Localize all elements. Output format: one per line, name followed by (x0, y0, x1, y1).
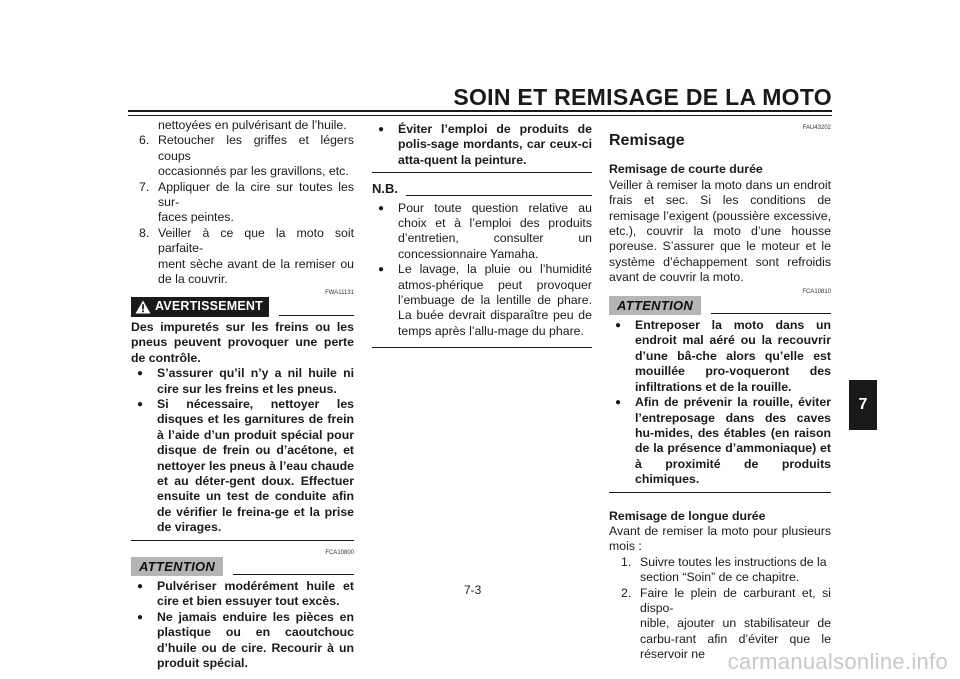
attention-header (131, 557, 354, 576)
list-item (372, 122, 592, 168)
warning-end-rule (131, 540, 354, 541)
step-continuation: nettoyées en pulvérisant de l’huile. (158, 118, 347, 132)
column-middle (372, 118, 592, 348)
list-item (131, 226, 354, 257)
subsection-text: Avant de remiser la moto pour plusieurs mois : (609, 523, 831, 554)
list-item (131, 397, 354, 536)
step-number: 6. (139, 133, 150, 148)
section-code: FAU43202 (802, 125, 831, 131)
list-item (131, 579, 354, 610)
attention-end-rule (372, 172, 592, 173)
list-item (609, 586, 831, 617)
step-text-continued: occasionnés par les gravillons, etc. (158, 164, 349, 179)
list-item (372, 262, 592, 339)
step-number: 8. (139, 225, 150, 240)
warning-bullet: Si nécessaire, nettoyer les disques et les garnitures de frein à l’aide d’un produit spécial pour disque de frein ou d’acétone, et nettoyer les pneus à l’eau chaude et au déter-gent doux. Effectuer ensuite un test de conduite afin de vérifier le freina-ge et la prise de virages. (157, 396, 354, 535)
step-text: Appliquer de la cire sur toutes les sur- (158, 179, 354, 210)
list-item (609, 555, 831, 570)
list-item (609, 318, 831, 395)
note-header-rule (406, 195, 592, 196)
list-item (131, 366, 354, 397)
warning-triangle-icon (135, 300, 151, 314)
attention-header-rule (711, 313, 831, 314)
note-label: N.B. (372, 181, 398, 197)
attention-bullet: Entreposer la moto dans un endroit mal aéré ou la recouvrir d’une bâ-che alors qu’elle est mouillée pro-voqueront des infiltrations et de la rouille. (635, 318, 831, 394)
step-text: Retoucher les griffes et légers coups (158, 133, 354, 163)
attention-bullet: Afin de prévenir la rouille, éviter l’entreposage dans des caves hu-mides, des étables (en raison de la présence d’ammoniaque) et à proximité de produits chimiques. (635, 395, 831, 487)
bullet-icon: ● (137, 580, 144, 592)
note-bullet: Pour toute question relative au choix et à l’emploi des produits d’entretien, consulter un concessionnaire Yamaha. (398, 200, 592, 261)
warning-header-rule (279, 315, 354, 316)
warning-label: AVERTISSEMENT (155, 299, 263, 314)
note-header (372, 181, 592, 196)
bullet-icon: ● (137, 611, 144, 623)
list-item (131, 133, 354, 164)
section-title: Remisage (609, 132, 685, 149)
list-item (609, 395, 831, 487)
subsection-text: Veiller à remiser la moto dans un endroit frais et sec. Si les conditions de remisage l’exigent (poussière excessive, etc.), couvrir la moto d’une housse poreuse. S’assurer que le moteur et le système d’échappement sont refroidis avant de couvrir la moto. (609, 177, 831, 285)
warning-intro: Des impuretés sur les freins ou les pneus peuvent provoquer une perte de contrôle. (131, 319, 354, 365)
page-title: SOIN ET REMISAGE DE LA MOTO (453, 84, 832, 110)
bullet-icon: ● (137, 398, 144, 410)
bullet-icon: ● (378, 124, 385, 135)
step-number: 7. (139, 179, 150, 194)
bullet-icon: ● (378, 202, 385, 214)
attention-code: FCA10810 (802, 288, 831, 295)
attention-header (609, 296, 831, 315)
step-text-continued: faces peintes. (158, 210, 234, 225)
header-rule-thick (128, 110, 832, 112)
note-bullet: Le lavage, la pluie ou l’humidité atmos-phérique peut provoquer l’embuage de la lentille de phare. La buée devrait disparaître peu de temps après l’allu-mage du phare. (398, 262, 592, 338)
warning-badge (131, 297, 269, 316)
column-right (609, 118, 831, 663)
attention-end-rule (609, 492, 831, 493)
attention-code: FCA10800 (325, 549, 354, 556)
list-item (372, 201, 592, 263)
bullet-icon: ● (378, 264, 385, 276)
attention-bullet: Éviter l’emploi de produits de polis-sage mordants, car ceux-ci atta-quent la peinture. (398, 122, 592, 167)
page-number: 7-3 (464, 583, 482, 597)
subsection-title: Remisage de longue durée (609, 508, 766, 523)
step-text: Suivre toutes les instructions de la (640, 554, 827, 569)
step-text: Veiller à ce que la moto soit parfaite- (158, 225, 354, 256)
bullet-icon: ● (615, 397, 622, 409)
column-left (131, 118, 354, 671)
warning-bullet: S’assurer qu’il n’y a nil huile ni cire sur les freins et les pneus. (157, 366, 354, 396)
header-rule-thin (128, 115, 832, 116)
list-item (131, 180, 354, 211)
step-text-continued: ment sèche avant de la remiser ou de la couvrir. (158, 256, 354, 287)
note-end-rule (372, 347, 592, 348)
step-text-continued: nible, ajouter un stabilisateur de carbu-rant afin d’éviter que le réservoir ne (640, 616, 831, 662)
warning-header (131, 297, 354, 316)
bullet-icon: ● (615, 320, 622, 332)
step-text: Faire le plein de carburant et, si dispo- (640, 585, 831, 615)
attention-bullet: Ne jamais enduire les pièces en plastique ou en caoutchouc d’huile ou de cire. Recourir à un produit spécial. (157, 609, 354, 670)
step-number: 1. (621, 554, 632, 569)
attention-header-rule (233, 574, 354, 575)
bullet-icon: ● (137, 368, 144, 380)
attention-badge: ATTENTION (131, 557, 223, 576)
step-text-continued: section “Soin” de ce chapitre. (640, 570, 800, 585)
warning-code: FWA11131 (325, 290, 354, 297)
step-number: 2. (621, 585, 632, 600)
watermark: carmanualsonline.info (727, 649, 948, 674)
attention-badge: ATTENTION (609, 296, 701, 315)
attention-bullet: Pulvériser modérément huile et cire et bien essuyer tout excès. (157, 578, 354, 609)
chapter-tab: 7 (849, 380, 877, 430)
subsection-title: Remisage de courte durée (609, 162, 763, 177)
list-item (131, 610, 354, 672)
